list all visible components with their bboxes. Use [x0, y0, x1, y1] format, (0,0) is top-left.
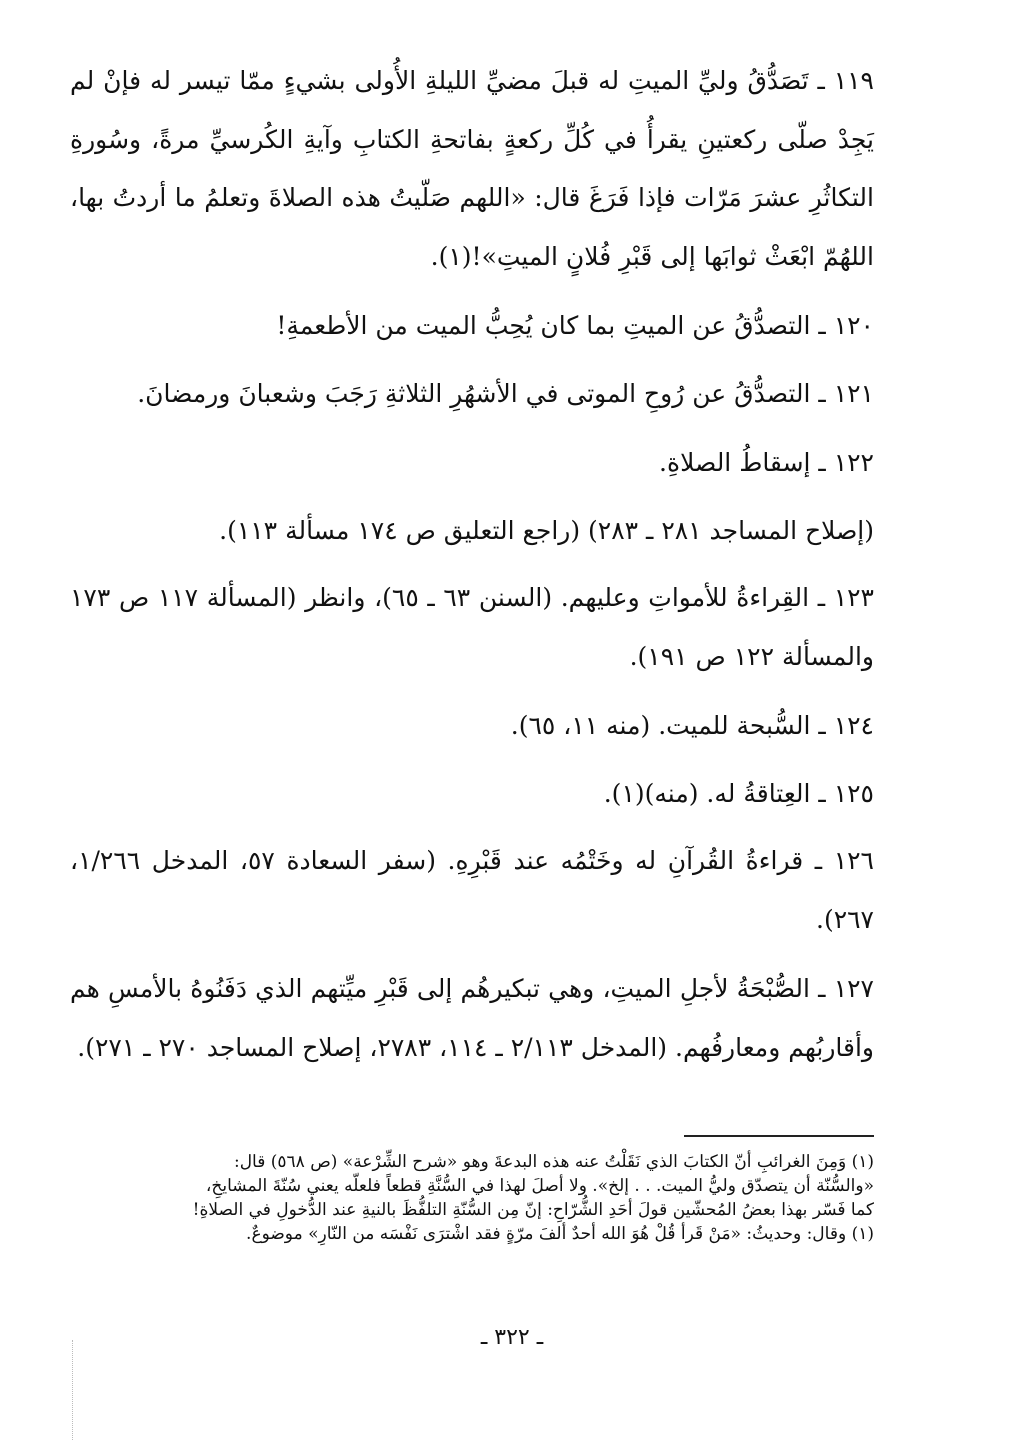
paragraph-119: ١١٩ ـ تَصَدُّقُ وليِّ الميتِ له قبلَ مضيِّ الليلةِ الأُولى بشيءٍ ممّا تيسر له فإنْ لم يَجِدْ صلّى ركعتينِ يقرأُ في كُلِّ ركعةٍ بفاتحةِ الكتابِ وآيةِ الكُرسيِّ مرةً، وسُورةِ التكاثُرِ عشرَ مَرّات فإذا فَرَغَ قال: «اللهم صَلّيتُ هذه الصلاةَ وتعلمُ ما أردتُ بها، اللهُمّ ابْعَثْ ثوابَها إلى قَبْرِ فُلانٍ الميتِ»!(١). — [70, 66, 874, 271]
footnotes — [70, 1150, 874, 1246]
main-text — [70, 52, 874, 1088]
footnote-line: (١) وقال: وحديثُ: «مَنْ قَرأ قُلْ هُوَ الله أحدٌ ألفَ مرّةٍ فقد اشْترَى نَفْسَه من النّارِ» موضوعٌ. — [246, 1224, 874, 1244]
paragraph-127: ١٢٧ ـ الصُّبْحَةُ لأجلِ الميتِ، وهي تبكيرهُم إلى قَبْرِ ميِّتهم الذي دَفَنُوهُ بالأمسِ هم وأقاربُهم ومعارفُهم. (المدخل ٢/١١٣ ـ ١١٤، ٢٧٨٣، إصلاح المساجد ٢٧٠ ـ ٢٧١). — [70, 974, 874, 1062]
paragraph-123: ١٢٣ ـ القِراءةُ للأمواتِ وعليهم. (السنن ٦٣ ـ ٦٥)، وانظر (المسألة ١١٧ ص ١٧٣ والمسألة ١٢٢ ص ١٩١). — [70, 583, 874, 671]
paragraph-124: ١٢٤ ـ السُّبحة للميت. (منه ١١، ٦٥). — [510, 711, 874, 740]
paragraph-125: ١٢٥ ـ العِتاقةُ له. (منه)(١). — [603, 778, 874, 808]
reference-line: (إصلاح المساجد ٢٨١ ـ ٢٨٣) (راجع التعليق ص ١٧٤ مسألة ١١٣). — [219, 515, 874, 545]
paragraph-126: ١٢٦ ـ قراءةُ القُرآنِ له وخَتْمُه عند قَبْرِهِ. (سفر السعادة ٥٧، المدخل ١/٢٦٦، ٢٦٧). — [70, 846, 874, 934]
footnote-line: كما فَسّر بهذا بعضُ المُحشّين قولَ أحَدِ الشُّرّاحِ: إنّ مِن السُّنّةِ التلفُّظَ بالنيةِ عند الدُّخولِ في الصلاةِ! — [192, 1200, 874, 1220]
paragraph-120: ١٢٠ ـ التصدُّقُ عن الميتِ بما كان يُحِبُّ الميت من الأطعمةِ! — [276, 311, 874, 340]
margin-divider — [72, 1340, 79, 1440]
footnote-separator — [684, 1135, 874, 1137]
paragraph-121: ١٢١ ـ التصدُّقُ عن رُوحِ الموتى في الأشهُرِ الثلاثةِ رَجَبَ وشعبانَ ورمضانَ. — [137, 378, 874, 408]
footnote-line: «والسُّنّة أن يتصدّق وليُّ الميت. . . إلخ». ولا أصلَ لهذا في السُّنَّةِ قطعاً فلعلّه يعني سُنّةَ المشايخِ، — [205, 1176, 874, 1196]
paragraph-122: ١٢٢ ـ إسقاطُ الصلاةِ. — [659, 448, 874, 477]
footnote-line: (١) وَمِنَ الغرائبِ أنّ الكتابَ الذي نَقَلْتُ عنه هذه البدعةَ وهو «شرح الشِّرْعة» (ص ٥٦٨) قال: — [233, 1152, 874, 1172]
page-number: ـ ٣٢٢ ـ — [480, 1325, 544, 1350]
